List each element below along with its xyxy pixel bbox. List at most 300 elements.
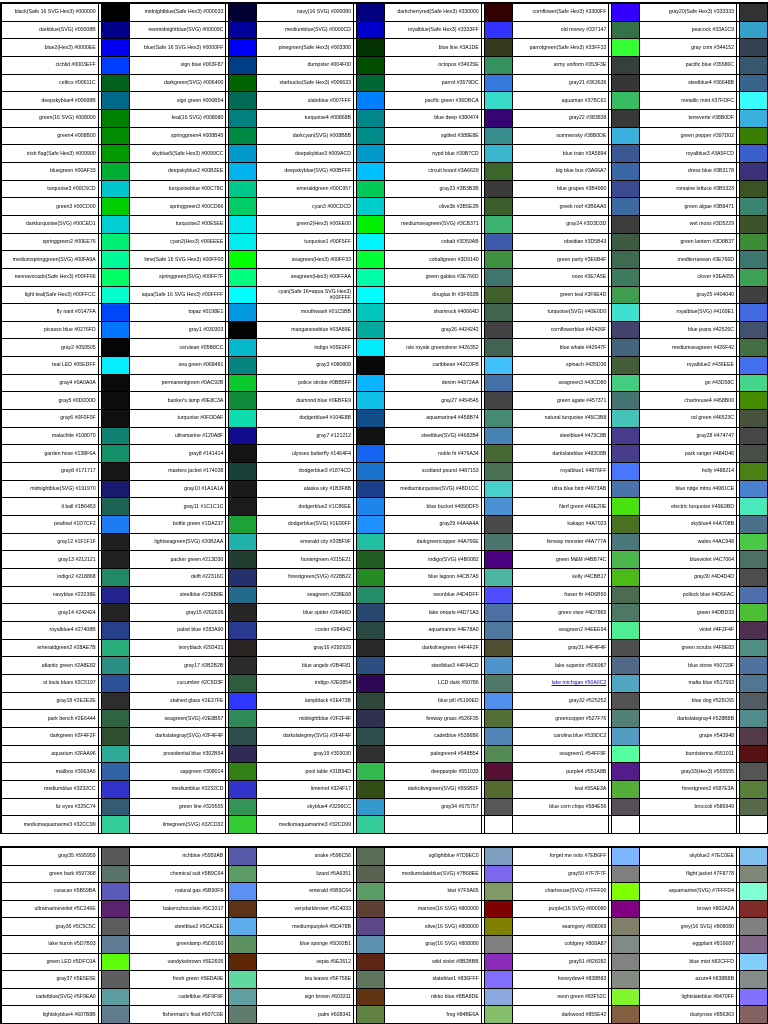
color-name-text: cornflowerblue #42426F (550, 327, 607, 334)
color-name-text: garden hose #138F6A (44, 450, 96, 457)
swatch-row (513, 128, 641, 146)
color-name (2, 971, 99, 988)
color-name-text: turquoiseblue #00C78C (168, 185, 224, 192)
color-swatch (102, 163, 130, 180)
color-name (385, 746, 482, 763)
color-name-text: bakerschocolate #5C3317 (163, 906, 224, 913)
color-name-text: police strobe #0BB5FF (298, 380, 352, 387)
swatch-row (513, 534, 641, 552)
color-swatch (229, 587, 257, 604)
swatch-row (385, 781, 513, 799)
color-swatch (740, 781, 768, 798)
color-name (2, 145, 99, 162)
color-name (385, 375, 482, 392)
color-name (513, 22, 610, 39)
color-swatch (485, 22, 513, 39)
swatch-row (2, 39, 130, 57)
color-name-text: honeydew4 #838B83 (557, 976, 607, 983)
swatch-row (513, 866, 641, 884)
color-name-text: palegreen4 #548B54 (430, 750, 479, 757)
color-name-text: deepskyblue4 #00688B (41, 97, 96, 104)
color-name (513, 1006, 610, 1023)
color-name-text: army uniform #353F3E (553, 62, 607, 69)
swatch-row (513, 110, 641, 128)
color-name (2, 269, 99, 286)
color-name-text: gray13 #212121 (58, 556, 96, 563)
color-name-text: fenway grass #526F35 (426, 715, 479, 722)
color-name-text: black(Safe 16 SVG Hex3) #000000 (14, 9, 96, 16)
color-name-text: delft #22316C (191, 574, 224, 581)
swatch-row (130, 463, 258, 481)
color-name (640, 410, 737, 427)
color-name (130, 989, 227, 1006)
color-swatch (485, 954, 513, 971)
color-name-text: green line #329555 (178, 803, 224, 810)
swatch-row (130, 728, 258, 746)
swatch-row (130, 640, 258, 658)
swatch-row (640, 251, 768, 269)
color-name (257, 587, 354, 604)
color-name-text: atlantic green #2A8E82 (41, 662, 96, 669)
color-swatch (740, 392, 768, 409)
swatch-row (385, 110, 513, 128)
color-name-text: navy(16 SVG) #000080 (296, 9, 352, 16)
swatch-row (2, 234, 130, 252)
swatch-row (2, 848, 130, 866)
color-name-text: ulysses butterfly #1464F4 (291, 450, 352, 457)
color-name-text: burntsienna #551011 (685, 750, 735, 757)
color-name-text: electric turquoise #49E9BD (671, 503, 735, 510)
color-name-text: gray21 #363636 (568, 79, 607, 86)
swatch-row (2, 181, 130, 199)
color-swatch (740, 569, 768, 586)
color-swatch (357, 198, 385, 215)
swatch-row (513, 410, 641, 428)
color-swatch (357, 304, 385, 321)
color-swatch (102, 145, 130, 162)
swatch-row (513, 498, 641, 516)
color-name (257, 357, 354, 374)
color-name (257, 604, 354, 621)
color-name-text: cyan(Safe 16=aqua SVG Hex3) #00FFFF (278, 288, 352, 301)
color-name-text: darkcyan(SVG) #008B8B (292, 132, 352, 139)
color-name-text: gray31 #4F4F4F (568, 644, 607, 651)
color-name-text: green lantern #3D8B37 (680, 238, 735, 245)
color-name (130, 693, 227, 710)
color-swatch (102, 516, 130, 533)
swatch-row (640, 269, 768, 287)
swatch-row (257, 287, 385, 305)
color-name (640, 234, 737, 251)
color-swatch (102, 569, 130, 586)
color-name (2, 39, 99, 56)
color-name-text: gray33(Hex3) #555555 (680, 768, 735, 775)
swatch-row (130, 145, 258, 163)
color-swatch (740, 39, 768, 56)
swatch-row (513, 269, 641, 287)
color-name (640, 936, 737, 953)
color-name (130, 971, 227, 988)
color-name (257, 128, 354, 145)
color-name-text: skyblue4 #4A708B (690, 521, 735, 528)
swatch-row (257, 498, 385, 516)
swatch-row (385, 375, 513, 393)
color-name-text: fresh green #5EDA9E (172, 976, 224, 983)
swatch-row (640, 657, 768, 675)
color-name (257, 498, 354, 515)
color-name (130, 746, 227, 763)
color-name (2, 287, 99, 304)
color-swatch (485, 216, 513, 233)
color-name (513, 481, 610, 498)
color-name (257, 463, 354, 480)
color-swatch (357, 675, 385, 692)
swatch-row (385, 251, 513, 269)
color-swatch (357, 799, 385, 816)
color-name (130, 234, 227, 251)
swatch-row (257, 551, 385, 569)
color-name-text: seagreen2 #4EEE94 (558, 627, 607, 634)
color-name-text: fenway monster #4A777A (546, 539, 607, 546)
color-swatch (485, 989, 513, 1006)
color-name-text: coldgrey #808A87 (564, 941, 607, 948)
color-name-text: deepskyblue2 #00B2EE (167, 168, 224, 175)
color-swatch (740, 92, 768, 109)
color-name-text: royalblue(Safe Hex3) #3333FF (407, 26, 479, 33)
color-swatch (229, 181, 257, 198)
swatch-row (385, 693, 513, 711)
color-name (257, 234, 354, 251)
color-name-text: turquoise4 #00868B (304, 115, 352, 122)
color-name (130, 163, 227, 180)
color-name (640, 39, 737, 56)
swatch-row (513, 216, 641, 234)
color-swatch (612, 675, 640, 692)
swatch-row (130, 22, 258, 40)
color-name-link[interactable]: lake michigan #50A6C2 (551, 680, 607, 687)
color-swatch (612, 110, 640, 127)
color-name-text: Nerf green #49E20E (559, 503, 607, 510)
color-swatch (740, 498, 768, 515)
color-name-text: midnightblue(Safe Hex3) #000033 (144, 9, 224, 16)
swatch-row (130, 481, 258, 499)
swatch-row (130, 251, 258, 269)
swatch-row (385, 954, 513, 972)
color-swatch (357, 4, 385, 21)
color-swatch (357, 110, 385, 127)
color-swatch (357, 375, 385, 392)
color-name-text: darkslategray(SVG) #2F4F4F (155, 733, 224, 740)
color-swatch (485, 39, 513, 56)
color-name-text: dress blue #3B3178 (687, 168, 735, 175)
swatch-row (2, 410, 130, 428)
color-name (130, 75, 227, 92)
color-name-text: forestgreen(SVG) #228B22 (288, 574, 352, 581)
color-swatch (102, 287, 130, 304)
swatch-row (257, 901, 385, 919)
color-name-text: parrotgreen(Safe Hex3) #33FF33 (529, 44, 607, 51)
color-swatch (485, 251, 513, 268)
swatch-row (257, 375, 385, 393)
color-name-text: blue spider #26466D (303, 609, 352, 616)
swatch-column (385, 848, 513, 1024)
color-name (130, 463, 227, 480)
swatch-row (385, 481, 513, 499)
color-swatch (102, 901, 130, 918)
color-swatch (740, 816, 768, 833)
color-name (385, 693, 482, 710)
swatch-column (513, 4, 641, 834)
color-swatch (612, 428, 640, 445)
color-swatch (229, 622, 257, 639)
color-swatch (612, 128, 640, 145)
swatch-row (385, 216, 513, 234)
color-name-text: green #4DBD33 (696, 609, 735, 616)
color-name-text: frog #84BE6A (446, 1011, 479, 1018)
swatch-row (640, 304, 768, 322)
color-swatch (357, 163, 385, 180)
color-name (2, 728, 99, 745)
swatch-row (513, 604, 641, 622)
color-name-text: darkcherryred(Safe Hex3) #330000 (397, 9, 479, 16)
color-name-text: nypd blue #39B7CD (432, 150, 479, 157)
color-swatch (357, 251, 385, 268)
color-name (130, 22, 227, 39)
swatch-row (640, 57, 768, 75)
swatch-row (385, 640, 513, 658)
color-swatch (485, 918, 513, 935)
color-name-text: gray8 #171717 (61, 468, 96, 475)
color-swatch (229, 163, 257, 180)
color-swatch (357, 954, 385, 971)
swatch-row (513, 22, 641, 40)
swatch-row (385, 799, 513, 817)
swatch-row (130, 799, 258, 817)
swatch-row (257, 339, 385, 357)
swatch-row (2, 75, 130, 93)
swatch-row (2, 516, 130, 534)
color-name-text: cadetblue(SVG) #5F9EA0 (35, 994, 96, 1001)
color-name (2, 92, 99, 109)
color-swatch (612, 848, 640, 865)
color-name (2, 657, 99, 674)
color-name (513, 954, 610, 971)
swatch-row (2, 728, 130, 746)
color-name (640, 375, 737, 392)
color-swatch (485, 675, 513, 692)
color-name-text: gray com #344152 (691, 44, 735, 51)
color-swatch (357, 145, 385, 162)
color-name-text: steelblue #236B8E (179, 591, 224, 598)
color-name-text: cyan2(Hex3) #00EEEE (169, 238, 224, 245)
swatch-row (257, 216, 385, 234)
color-name-text: natural gas #5B90F6 (175, 888, 224, 895)
color-name-text: teal LED #05EDFF (52, 362, 96, 369)
color-name-text: gray(16 SVG) #808080 (425, 941, 479, 948)
swatch-row (513, 375, 641, 393)
color-swatch (229, 971, 257, 988)
color-name-text: permanentgreen #0AC92B (161, 380, 224, 387)
color-name-text: vandykebrown #5E2605 (167, 958, 224, 965)
swatch-row (2, 534, 130, 552)
color-swatch (740, 604, 768, 621)
color-swatch (102, 710, 130, 727)
swatch-row (640, 534, 768, 552)
swatch-row (513, 781, 641, 799)
color-name (130, 936, 227, 953)
swatch-column (257, 848, 385, 1024)
color-name-text: picasso blue #0276FD (44, 327, 96, 334)
color-name (640, 534, 737, 551)
color-name-text: tl ball #1B6453 (61, 503, 96, 510)
color-name (513, 445, 610, 462)
swatch-row (385, 128, 513, 146)
color-name-text: park bench #2E6444 (47, 715, 96, 722)
color-swatch (740, 901, 768, 918)
color-swatch (485, 710, 513, 727)
color-name (385, 357, 482, 374)
color-name-text: maroon(16 SVG) #800000 (417, 906, 479, 913)
swatch-row (130, 657, 258, 675)
color-swatch (229, 304, 257, 321)
color-swatch (612, 22, 640, 39)
color-swatch (485, 198, 513, 215)
color-name (2, 883, 99, 900)
color-name (257, 322, 354, 339)
swatch-row (257, 75, 385, 93)
color-name (640, 848, 737, 865)
color-name (2, 375, 99, 392)
color-name-text: scotland pound #487153 (421, 468, 479, 475)
color-name (385, 534, 482, 551)
color-name (640, 75, 737, 92)
color-name-text: stained glass #2E37FE (169, 697, 224, 704)
color-name (2, 799, 99, 816)
color-swatch (357, 657, 385, 674)
color-swatch (485, 883, 513, 900)
color-name (513, 936, 610, 953)
color-name[interactable] (513, 675, 610, 692)
color-name-text: broccoli #586949 (694, 803, 735, 810)
color-name (2, 392, 99, 409)
color-swatch (612, 954, 640, 971)
color-name (257, 145, 354, 162)
color-name (640, 918, 737, 935)
color-name-text: navyblue #23238E (52, 591, 96, 598)
color-name-text: gray32 #525252 (568, 697, 607, 704)
color-name (257, 22, 354, 39)
color-name-text: green4 #008B00 (57, 132, 96, 139)
swatch-row (385, 989, 513, 1007)
color-name-text: gray25 #404040 (696, 291, 735, 298)
color-name-text: seagreen #238E68 (307, 591, 352, 598)
swatch-row (257, 445, 385, 463)
color-swatch (740, 693, 768, 710)
color-name-text: darkslategrey(SVG) #2F4F4F (282, 733, 352, 740)
swatch-row (513, 622, 641, 640)
color-name-text: lake ontario #4D71A3 (428, 609, 479, 616)
color-name-text: deepskyblue3 #009ACD (295, 150, 352, 157)
swatch-row (257, 728, 385, 746)
color-name (385, 989, 482, 1006)
swatch-row (513, 75, 641, 93)
color-name (130, 1006, 227, 1023)
color-swatch (229, 728, 257, 745)
color-name (2, 569, 99, 586)
swatch-row (385, 883, 513, 901)
color-name-text: darkslategray4 #528B8B (677, 715, 735, 722)
swatch-row (2, 110, 130, 128)
color-name-text: darkolivegreen #4F4F2F (422, 644, 479, 651)
color-name (513, 304, 610, 321)
color-swatch (485, 799, 513, 816)
color-swatch (102, 604, 130, 621)
color-name-text: lake superior #506987 (555, 662, 607, 669)
color-swatch (229, 428, 257, 445)
color-name (640, 710, 737, 727)
swatch-row (385, 39, 513, 57)
swatch-row (513, 675, 641, 693)
color-name-text: bluegreen #00AF33 (50, 168, 96, 175)
swatch-row (513, 516, 641, 534)
swatch-row (640, 971, 768, 989)
color-swatch (485, 234, 513, 251)
color-swatch (612, 622, 640, 639)
swatch-row (257, 746, 385, 764)
color-swatch (740, 481, 768, 498)
swatch-row (2, 936, 130, 954)
swatch-row (2, 481, 130, 499)
color-swatch (102, 918, 130, 935)
swatch-row (640, 498, 768, 516)
swatch-row (385, 75, 513, 93)
color-swatch (229, 640, 257, 657)
swatch-section (0, 2, 768, 834)
color-swatch (102, 866, 130, 883)
color-name (640, 181, 737, 198)
color-name-text: pacific green #36DBCA (424, 97, 479, 104)
color-swatch (612, 357, 640, 374)
color-name (2, 304, 99, 321)
swatch-row (130, 781, 258, 799)
color-swatch (740, 1006, 768, 1023)
color-swatch (357, 498, 385, 515)
swatch-row (513, 481, 641, 499)
color-swatch (740, 198, 768, 215)
color-swatch (229, 392, 257, 409)
color-swatch (612, 781, 640, 798)
color-swatch (229, 604, 257, 621)
swatch-row (513, 883, 641, 901)
swatch-row (130, 534, 258, 552)
color-swatch (485, 848, 513, 865)
swatch-row (513, 569, 641, 587)
swatch-row (257, 918, 385, 936)
color-swatch (229, 4, 257, 21)
color-name-text: deepskyblue(SVG) #00BFFF (284, 168, 352, 175)
color-name (640, 445, 737, 462)
swatch-row (640, 675, 768, 693)
color-swatch (229, 110, 257, 127)
swatch-row (385, 498, 513, 516)
color-name (385, 216, 482, 233)
swatch-row (385, 357, 513, 375)
color-name (130, 251, 227, 268)
swatch-row (2, 357, 130, 375)
color-swatch (357, 918, 385, 935)
swatch-row (130, 604, 258, 622)
color-name-text: violet #4F2F4F (699, 627, 735, 634)
